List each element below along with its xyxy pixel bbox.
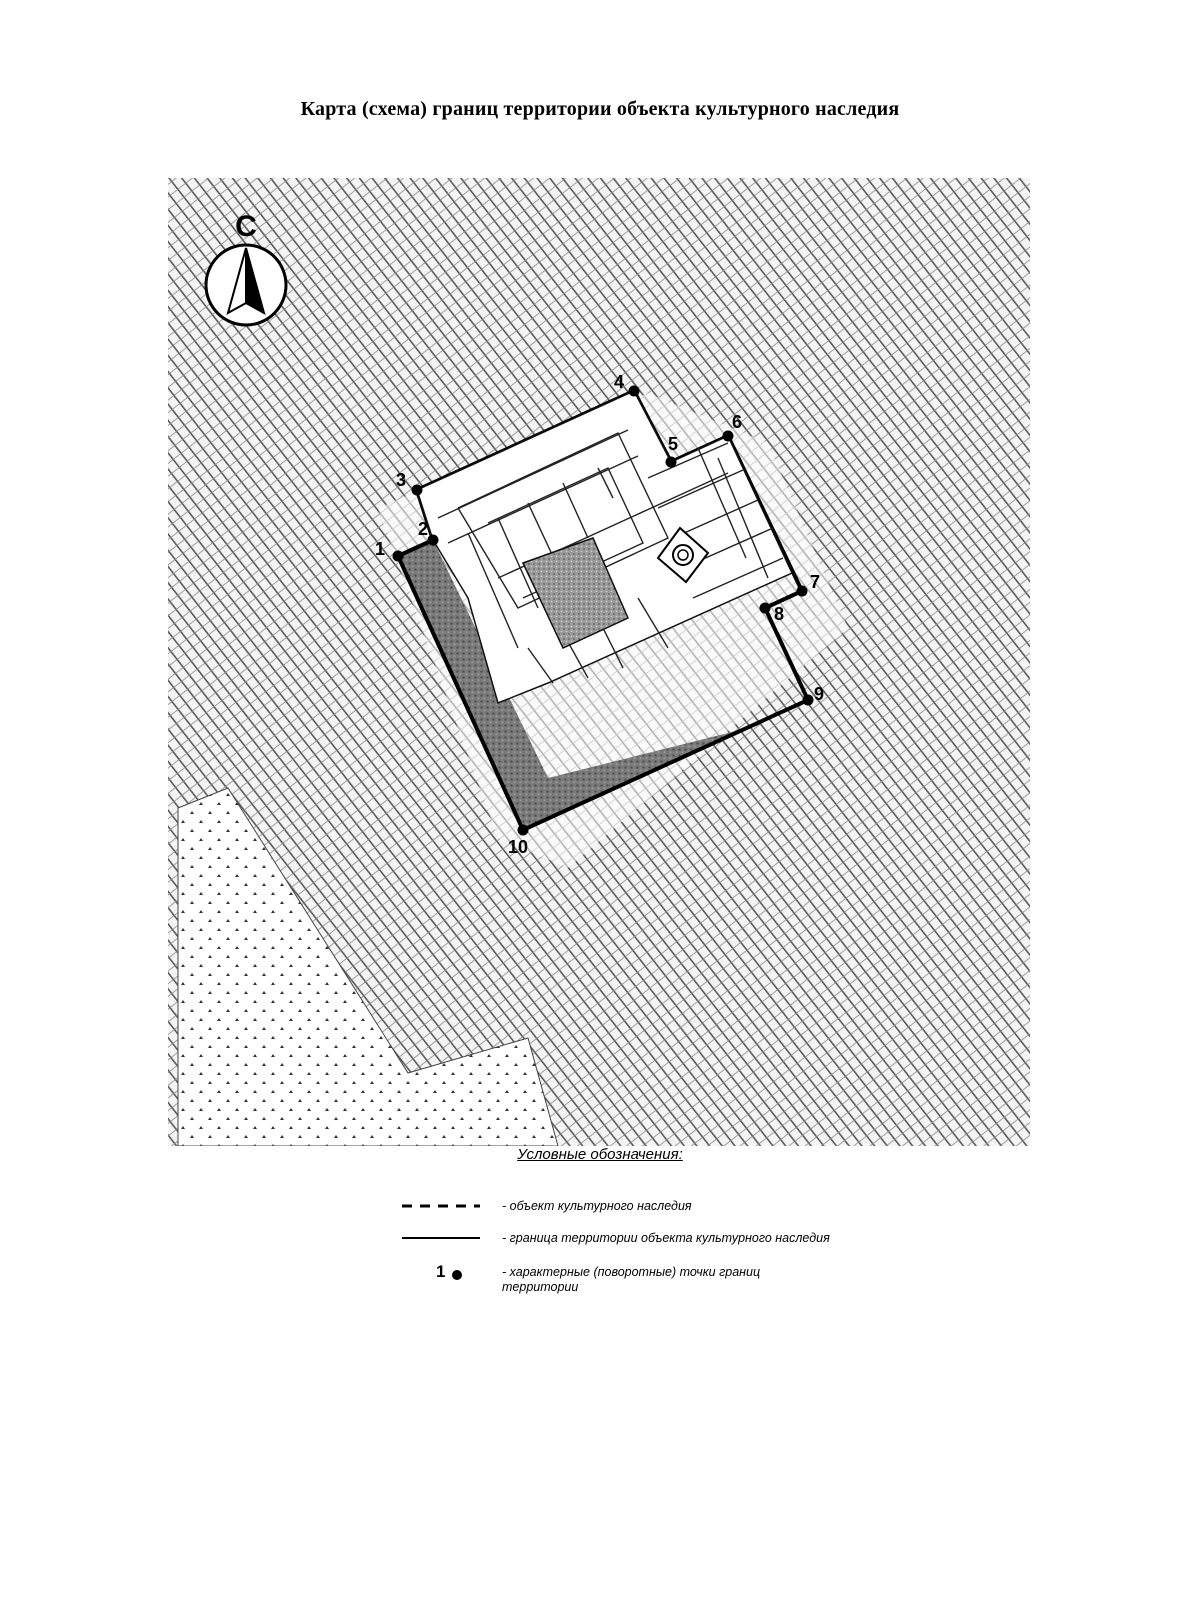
boundary-point-2 [428, 535, 439, 546]
boundary-point-1 [393, 551, 404, 562]
boundary-point-label-2: 2 [418, 519, 429, 539]
boundary-point-7 [797, 586, 808, 597]
dashed-line-symbol [400, 1196, 490, 1220]
boundary-point-8 [760, 603, 771, 614]
legend-text: - граница территории объекта культурного наследия [502, 1231, 830, 1245]
legend-title: Условные обозначения: [517, 1146, 683, 1163]
boundary-point-label-8: 8 [774, 604, 785, 624]
boundary-point-label-4: 4 [614, 372, 625, 392]
boundary-point-label-7: 7 [810, 572, 821, 592]
boundary-point-label-10: 10 [508, 837, 529, 857]
boundary-point-label-1: 1 [375, 539, 386, 559]
boundary-point-label-9: 9 [814, 684, 825, 704]
legend-text: - объект культурного наследия [502, 1199, 692, 1213]
legend-text: - характерные (поворотные) точки границ территории [502, 1265, 761, 1294]
boundary-point-label-6: 6 [732, 412, 743, 432]
boundary-point-3 [412, 485, 423, 496]
boundary-point-label-3: 3 [396, 470, 407, 490]
legend-item-boundary-points [400, 1262, 920, 1302]
point-symbol [450, 1266, 466, 1282]
boundary-map [168, 178, 1030, 1146]
boundary-point-9 [803, 695, 814, 706]
compass-north-arrow-icon [206, 245, 286, 325]
boundary-point-10 [518, 825, 529, 836]
boundary-point-5 [666, 457, 677, 468]
map-canvas [168, 178, 1030, 1146]
solid-line-symbol [400, 1228, 490, 1252]
page-title: Карта (схема) границ территории объекта культурного наследия [300, 98, 900, 120]
boundary-point-4 [629, 386, 640, 397]
boundary-point-6 [723, 431, 734, 442]
point-symbol-label: 1 [436, 1262, 446, 1281]
boundary-point-label-5: 5 [668, 434, 679, 454]
north-letter: С [235, 210, 257, 243]
